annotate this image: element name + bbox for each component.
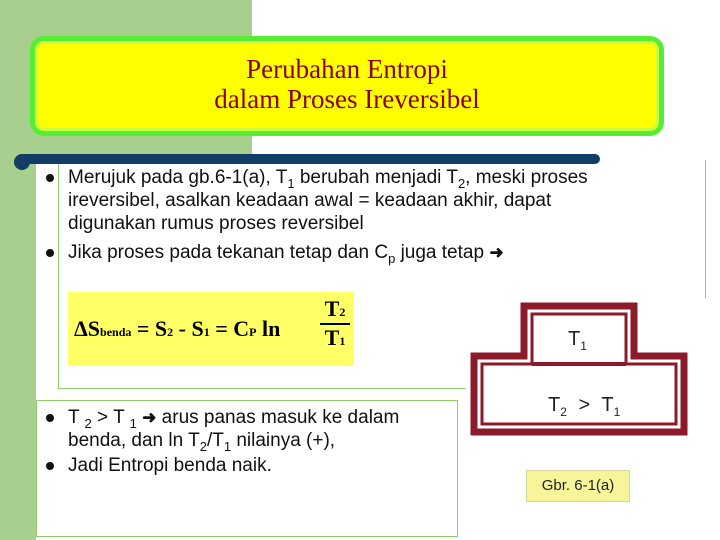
right-arrow-icon: ➜	[489, 243, 504, 262]
lower-bullet-list	[42, 406, 442, 477]
formula-expression: ΔSbenda = S2 - S1 = CP ln	[74, 316, 281, 341]
list-item: Merujuk pada gb.6-1(a), $T_1$ berubah menjadi $T_2$, meski proses ireversibel, asalkan keadaan awal = keadaan akhir, dapat digunakan rumus proses reversibel	[42, 166, 642, 235]
upper-bullet-list	[42, 166, 642, 264]
entropy-formula	[68, 292, 354, 366]
figure-caption: Gbr. 6-1(a)	[526, 470, 630, 502]
title-line-1: Perubahan Entropi	[246, 54, 448, 84]
right-arrow-icon: ➜	[142, 408, 157, 427]
title-line-2: dalam Proses Ireversibel	[214, 84, 480, 114]
fraction-numerator: T2	[320, 296, 350, 325]
formula-fraction	[320, 296, 350, 351]
temperature-diagram	[466, 298, 714, 436]
bullet-dot-icon	[46, 249, 54, 257]
list-item: Jadi Entropi benda naik.	[42, 454, 442, 477]
inner-temperature-label: $T_1$	[568, 328, 587, 353]
header-divider-bar	[20, 154, 600, 164]
outer-temperature-label: $T_2 > T_1$	[548, 394, 621, 419]
divider-dot	[14, 154, 30, 170]
list-item: Jika proses pada tekanan tetap dan $C_p$ juga tetap ➜	[42, 241, 642, 264]
bullet-dot-icon	[46, 174, 54, 182]
fraction-denominator: T1	[324, 325, 346, 350]
bullet-dot-icon	[46, 414, 54, 422]
title-box	[30, 36, 664, 136]
list-item: T $_2$ > T $_1$ ➜ arus panas masuk ke dalam benda, dan $\ln T_2/T_1$ nilainya (+),	[42, 406, 442, 452]
bullet-dot-icon	[46, 462, 54, 470]
